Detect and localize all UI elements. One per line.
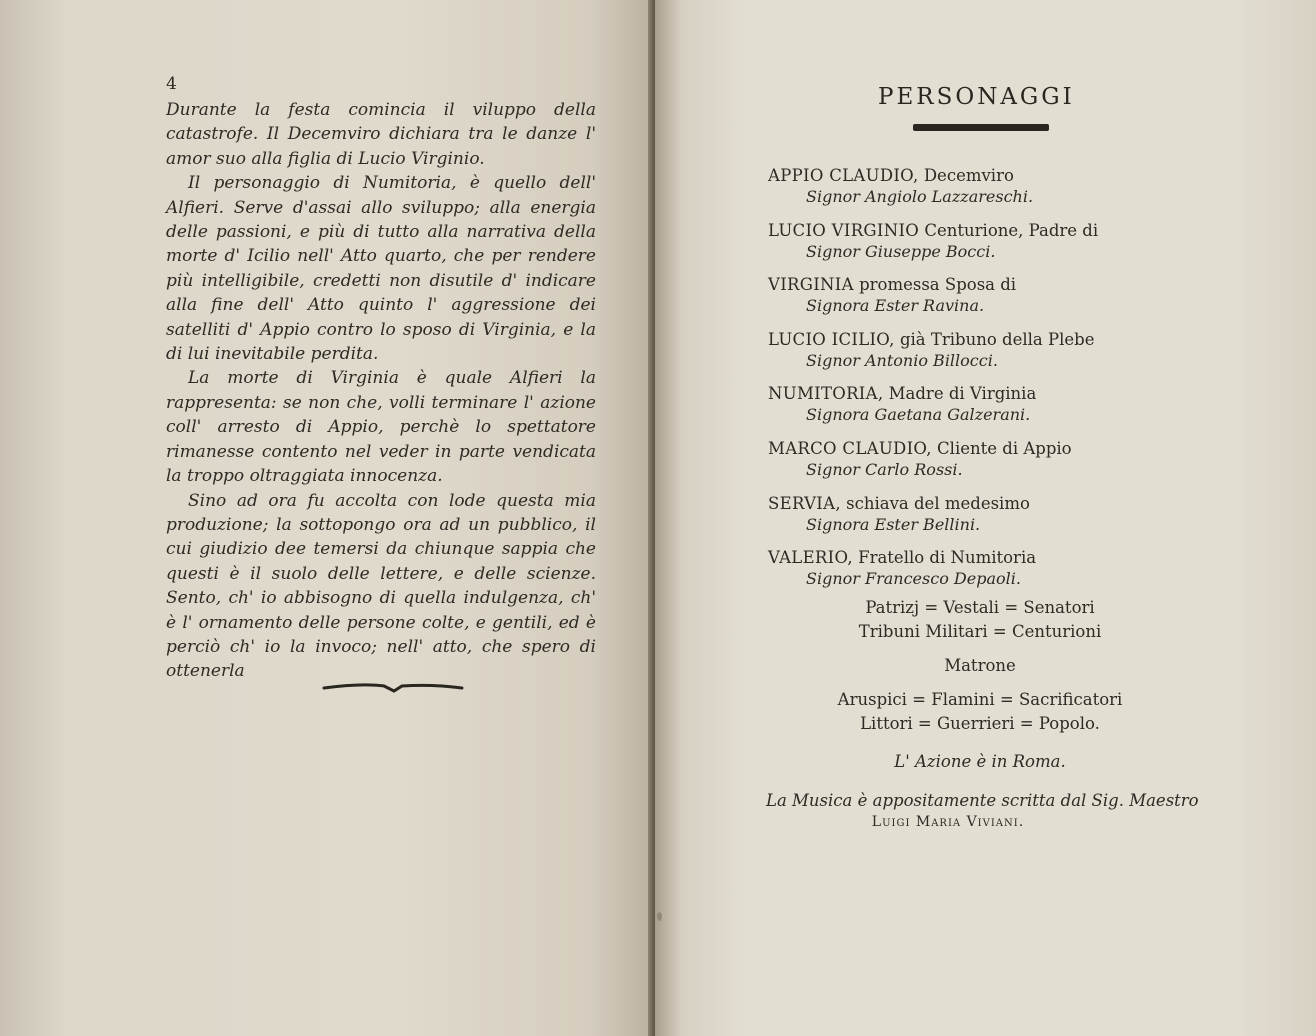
role-description: Madre di Virginia bbox=[888, 384, 1037, 404]
role-description: già Tribuno della Plebe bbox=[899, 329, 1095, 349]
preface-text bbox=[166, 78, 596, 684]
paper-stain bbox=[657, 912, 662, 921]
page-title: PERSONAGGI bbox=[878, 84, 1075, 110]
role-description: Centurione, Padre di bbox=[924, 220, 1099, 240]
role-name: SERVIA, bbox=[768, 493, 841, 513]
music-credit: La Musica è appositamente scritta dal Sig. Maestro bbox=[766, 791, 1199, 810]
role-name: VIRGINIA bbox=[768, 275, 854, 295]
preface-paragraph: Durante la festa comincia il viluppo della catastrofe. Il Decemviro dichiara tra le danze l' amor suo alla figlia di Lucio Virginio. bbox=[166, 100, 596, 169]
list-item bbox=[768, 165, 1238, 207]
chorus-line: Matrone bbox=[944, 656, 1016, 675]
role-name: MARCO CLAUDIO, bbox=[768, 438, 932, 458]
role-name: LUCIO VIRGINIO bbox=[768, 220, 920, 240]
list-item bbox=[768, 329, 1238, 371]
setting-note: L' Azione è in Roma. bbox=[894, 752, 1066, 771]
chorus-line: Aruspici = Flamini = Sacrificatori bbox=[837, 690, 1123, 709]
role-name: NUMITORIA, bbox=[768, 384, 884, 404]
actor-name: Signora Ester Bellini. bbox=[806, 514, 981, 534]
preface-paragraph: Il personaggio di Numitoria, è quello dell' Alfieri. Serve d'assai allo sviluppo; alla energia delle passioni, e più di tutto alla narrativa della morte d' Icilio nell' Atto quarto, che per rendere più intelligibile, credetti non disutile d' indicare alla fine dell' Atto quinto l' aggressione dei satelliti d' Appio contro lo sposo di Virginia, e la di lui inevitabile perdita. bbox=[166, 173, 596, 365]
actor-name: Signora Ester Ravina. bbox=[806, 296, 985, 316]
list-item bbox=[768, 220, 1238, 262]
ornament-divider-icon bbox=[322, 680, 464, 694]
role-name: APPIO CLAUDIO, bbox=[768, 166, 919, 185]
role-description: schiava del medesimo bbox=[846, 493, 1030, 513]
left-page bbox=[0, 0, 655, 1036]
title-rule bbox=[913, 124, 1049, 131]
role-description: Decemviro bbox=[923, 166, 1014, 185]
chorus-line: Littori = Guerrieri = Popolo. bbox=[860, 714, 1100, 733]
actor-name: Signor Carlo Rossi. bbox=[806, 459, 963, 479]
page-number: 4 bbox=[166, 74, 177, 94]
role-description: Fratello di Numitoria bbox=[858, 548, 1037, 568]
role-description: promessa Sposa di bbox=[859, 275, 1017, 295]
actor-name: Signor Giuseppe Bocci. bbox=[806, 241, 996, 261]
actor-name: Signor Antonio Billocci. bbox=[806, 350, 998, 370]
list-item bbox=[768, 274, 1238, 316]
preface-paragraph: La morte di Virginia è quale Alfieri la rappresenta: se non che, volli terminare l' azione coll' arresto di Appio, perchè lo spettatore rimanesse contento nel veder in parte vendicata la troppo oltraggiata innocenza. bbox=[166, 368, 596, 487]
preface-paragraph: Sino ad ora fu accolta con lode questa mia produzione; la sottopongo ora ad un pubblico, il cui giudizio dee temersi da chiunque sappia che questi è il suolo delle lettere, e delle scienze. Sento, ch' io abbisogno di quella indulgenza, ch' è l' ornamento delle persone colte, e gentili, ed è perciò ch' io la invoco; nell' atto, che spero di ottenerla bbox=[166, 490, 596, 682]
chorus-list bbox=[760, 596, 1200, 736]
actor-name: Signor Francesco Depaoli. bbox=[806, 569, 1021, 589]
role-description: Cliente di Appio bbox=[937, 438, 1072, 458]
list-item bbox=[768, 493, 1238, 535]
list-item bbox=[768, 547, 1238, 589]
chorus-line: Tribuni Militari = Centurioni bbox=[858, 622, 1102, 641]
list-item bbox=[768, 383, 1238, 425]
chorus-line: Patrizj = Vestali = Senatori bbox=[865, 598, 1095, 617]
actor-name: Signora Gaetana Galzerani. bbox=[806, 405, 1031, 425]
cast-list bbox=[768, 165, 1238, 602]
actor-name: Signor Angiolo Lazzareschi. bbox=[806, 187, 1034, 206]
composer-name: Luigi Maria Viviani. bbox=[871, 814, 1025, 830]
list-item bbox=[768, 438, 1238, 480]
role-name: LUCIO ICILIO, bbox=[768, 329, 895, 349]
role-name: VALERIO, bbox=[768, 548, 853, 568]
